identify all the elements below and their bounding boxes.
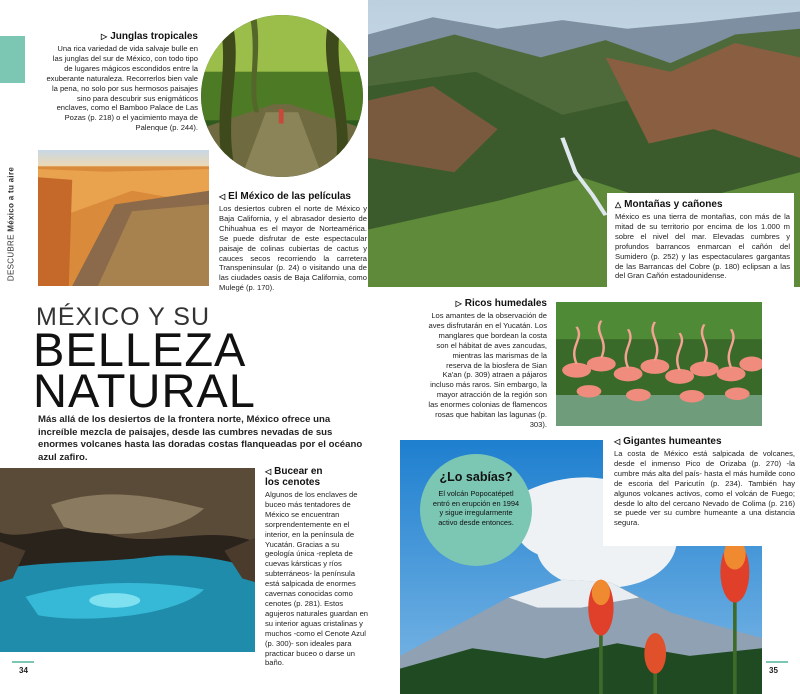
did-you-know-body: El volcán Popocatépetl entró en erupción en 1994 y sigue irregularmente activo desde entonces. (432, 489, 520, 527)
cenotes-section (265, 466, 370, 668)
headline-line2: BELLEZA (33, 323, 247, 376)
sidebar-label (7, 167, 16, 281)
triangle-left-icon: ◁ (219, 192, 226, 201)
sidebar-label-bold: México a tu aire (6, 166, 16, 232)
wetlands-section (426, 298, 547, 430)
headline-line3: NATURAL (33, 364, 256, 417)
sidebar-tab (0, 36, 25, 83)
triangle-left-icon: ◁ (614, 437, 621, 446)
jungles-section (46, 31, 198, 133)
flamingos-photo (556, 302, 762, 426)
mountains-body: México es una tierra de montañas, con más de la mitad de su territorio por encima de los 1.000 m sobre el nivel del mar. Elevadas cumbres y profundos barrancos enmarcan el cañón del Sumidero (p. 252) y las espectaculares gargantas de las Barrancas del Cobre (p. 180) eclipsan a las del Gran Cañón estadounidense. (615, 212, 790, 281)
jungles-body: Una rica variedad de vida salvaje bulle en las junglas del sur de México, con todo tipo de lugares mágicos escondidos entre la exuberante naturaleza. Recorrerlos bien vale la pena, no solo por sus hermosos paisajes sino para descubrir sus enigmáticos enclaves, como el Bamboo Palace de Las Pozas (p. 218) o el yacimiento maya de Palenque (p. 244). (46, 44, 198, 133)
triangle-up-icon: △ (615, 200, 622, 209)
movies-section (219, 191, 367, 293)
cenotes-heading (265, 466, 370, 488)
mountains-title: Montañas y cañones (624, 199, 723, 210)
cenotes-body: Algunos de los enclaves de buceo más tentadores de México se encuentran sorprendentemente en el interior, en la península de Yucatán. Gracias a su geología única -repleta de cuevas kársticas y ríos subterráneos- la península está salpicada de enormes cavernas conocidas como cenotes (p. 281). Estos agujeros naturales guardan en su interior aguas cristalinas y muchos -como el Cenote Azul (p. 300)- son ideales para practicar buceo o darse un baño. (265, 490, 369, 668)
jungles-heading (46, 31, 198, 42)
movies-title: El México de las películas (228, 191, 351, 202)
headline-intro: Más allá de los desiertos de la frontera norte, México ofrece una increíble mezcla de paisajes, desde las cumbres nevadas de sus enormes volcanes hasta las doradas costas flanqueadas por el océano azul zafiro. (38, 414, 363, 463)
triangle-left-icon: ◁ (265, 467, 272, 476)
desert-photo (38, 150, 209, 286)
volcanoes-heading (614, 436, 795, 447)
headline-line1: MÉXICO Y SU (36, 303, 211, 331)
page-number-rule-left (12, 661, 34, 663)
mountains-heading (615, 199, 790, 210)
volcanoes-body: La costa de México está salpicada de volcanes, desde el inmenso Pico de Orizaba (p. 270) -la cumbre más alta del país- hasta el más humilde cono de escoria del Paricutín (p. 234). También hay algunos volcanes activos, como el volcán de Fuego; desde lo alto del cercano Nevado de Colima (p. 216) se puede ver su cumbre humeante a una distancia segura. (614, 449, 795, 528)
jungle-photo (201, 15, 363, 177)
jungles-title: Junglas tropicales (110, 31, 198, 42)
cenote-photo (0, 468, 255, 652)
volcanoes-title: Gigantes humeantes (623, 436, 722, 447)
movies-body: Los desiertos cubren el norte de México y Baja California, y el abrasador desierto de Chihuahua es el mayor de Norteamérica. Se puede disfrutar de este espectacular paisaje de colinas cubiertas de cactus y cauces secos recorriendo la carretera Transpeninsular (p. 24) o visitando una de las ciudades oasis de Baja California, como Mulegé (p. 170). (219, 204, 367, 293)
page-number-left: 34 (19, 666, 28, 675)
page-number-rule-right (766, 661, 788, 663)
did-you-know-title: ¿Lo sabías? (439, 470, 513, 484)
triangle-right-icon: ▷ (455, 299, 462, 308)
volcanoes-section (603, 432, 800, 546)
wetlands-heading (426, 298, 547, 309)
wetlands-body: Los amantes de la observación de aves disfrutarán en el Yucatán. Los manglares que bordean la costa son el hábitat de aves zancudas, mientras las marismas de la reserva de la biosfera de Sian Ka'an (p. 309) atraen a pájaros incluso más raros. Sin embargo, la mayor atracción de la región son las enormes colonias de flamencos rosas que habitan las lagunas (p. 303). (428, 311, 547, 429)
sidebar-label-plain: DESCUBRE (6, 234, 16, 282)
wetlands-title: Ricos humedales (464, 298, 547, 309)
cenotes-title-line1: Bucear en (274, 466, 323, 477)
page-number-right: 35 (769, 666, 778, 675)
cenotes-title-line2: los cenotes (265, 477, 321, 488)
triangle-right-icon: ▷ (101, 32, 108, 41)
mountains-section (607, 193, 794, 289)
movies-heading (219, 191, 367, 202)
did-you-know-badge (420, 454, 532, 566)
